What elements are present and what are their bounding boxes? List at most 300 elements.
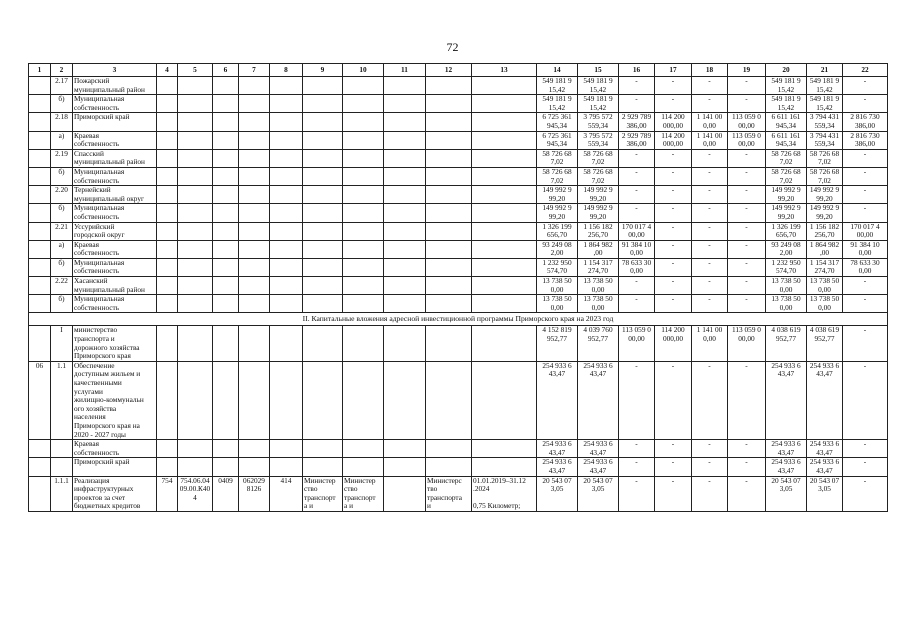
table-row (29, 476, 888, 511)
cell-col-2: а) (51, 240, 73, 258)
column-header-15: 15 (578, 64, 619, 77)
cell-col-10 (343, 222, 384, 240)
cell-col-18: - (692, 77, 728, 95)
cell-col-11 (384, 222, 426, 240)
cell-col-16: - (619, 186, 655, 204)
column-header-4: 4 (157, 64, 178, 77)
cell-col-8 (270, 186, 303, 204)
cell-col-21: 1 154 317 274,70 (807, 258, 843, 276)
cell-col-9 (303, 440, 343, 458)
cell-col-20: 1 232 950 574,70 (766, 258, 807, 276)
cell-col-5 (178, 113, 213, 131)
cell-col-1 (29, 240, 51, 258)
cell-col-5 (178, 222, 213, 240)
cell-col-5 (178, 277, 213, 295)
cell-col-10 (343, 186, 384, 204)
cell-col-12 (426, 361, 472, 439)
cell-col-2: I (51, 326, 73, 361)
cell-col-16: 170 017 4 00,00 (619, 222, 655, 240)
cell-col-1 (29, 95, 51, 113)
cell-col-3: Тернейский муниципальный округ (73, 186, 157, 204)
cell-col-19: - (728, 258, 766, 276)
cell-col-17: 114 200 000,00 (655, 326, 692, 361)
cell-col-4 (157, 258, 178, 276)
cell-col-13 (472, 326, 537, 361)
column-header-11: 11 (384, 64, 426, 77)
cell-col-15: 1 156 182 256,70 (578, 222, 619, 240)
cell-col-10 (343, 77, 384, 95)
cell-col-22: 91 384 10 0,00 (843, 240, 888, 258)
cell-col-19: - (728, 295, 766, 313)
cell-col-6 (213, 113, 239, 131)
cell-col-10 (343, 361, 384, 439)
cell-col-13 (472, 204, 537, 222)
cell-col-1 (29, 258, 51, 276)
cell-col-2: б) (51, 95, 73, 113)
cell-col-14: 13 738 50 0,00 (537, 295, 578, 313)
cell-col-15: 13 738 50 0,00 (578, 295, 619, 313)
cell-col-11 (384, 258, 426, 276)
cell-col-2 (51, 458, 73, 476)
cell-col-17: - (655, 440, 692, 458)
column-header-16: 16 (619, 64, 655, 77)
cell-col-7: 062029 8126 (239, 476, 270, 511)
cell-col-8 (270, 240, 303, 258)
cell-col-8 (270, 277, 303, 295)
cell-col-9 (303, 326, 343, 361)
cell-col-22: - (843, 326, 888, 361)
cell-col-13 (472, 258, 537, 276)
cell-col-11 (384, 458, 426, 476)
cell-col-17: - (655, 258, 692, 276)
cell-col-21: 3 794 431 559,34 (807, 113, 843, 131)
cell-col-6 (213, 240, 239, 258)
cell-col-18: - (692, 440, 728, 458)
cell-col-7 (239, 361, 270, 439)
cell-col-1 (29, 204, 51, 222)
cell-col-3: Приморский край (73, 458, 157, 476)
cell-col-8 (270, 77, 303, 95)
cell-col-16: - (619, 295, 655, 313)
cell-col-18: - (692, 149, 728, 167)
cell-col-3: Муниципальная собственность (73, 167, 157, 185)
cell-col-11 (384, 131, 426, 149)
table-row (29, 326, 888, 361)
cell-col-12 (426, 95, 472, 113)
cell-col-22: - (843, 277, 888, 295)
cell-col-6 (213, 167, 239, 185)
cell-col-19: 113 059 0 00,00 (728, 113, 766, 131)
cell-col-3: Приморский край (73, 113, 157, 131)
cell-col-22: - (843, 204, 888, 222)
cell-col-20: 254 933 6 43,47 (766, 361, 807, 439)
cell-col-2 (51, 440, 73, 458)
cell-col-15: 549 181 9 15,42 (578, 77, 619, 95)
cell-col-9 (303, 240, 343, 258)
cell-col-11 (384, 326, 426, 361)
cell-col-14: 149 992 9 99,20 (537, 186, 578, 204)
cell-col-17: - (655, 222, 692, 240)
cell-col-15: 58 726 68 7,02 (578, 149, 619, 167)
cell-col-22: - (843, 295, 888, 313)
cell-col-11 (384, 277, 426, 295)
cell-col-3: Уссурийский городской округ (73, 222, 157, 240)
cell-col-15: 1 154 317 274,70 (578, 258, 619, 276)
cell-col-16: - (619, 95, 655, 113)
cell-col-14: 6 725 361 945,34 (537, 113, 578, 131)
cell-col-4 (157, 95, 178, 113)
cell-col-14: 1 232 950 574,70 (537, 258, 578, 276)
cell-col-11 (384, 167, 426, 185)
cell-col-2: б) (51, 295, 73, 313)
cell-col-9 (303, 295, 343, 313)
cell-col-3: Муниципальная собственность (73, 204, 157, 222)
cell-col-11 (384, 186, 426, 204)
cell-col-7 (239, 131, 270, 149)
column-header-22: 22 (843, 64, 888, 77)
cell-col-7 (239, 95, 270, 113)
table-row (29, 222, 888, 240)
cell-col-9 (303, 458, 343, 476)
cell-col-8 (270, 361, 303, 439)
cell-col-18: - (692, 95, 728, 113)
cell-col-8 (270, 295, 303, 313)
cell-col-8 (270, 458, 303, 476)
column-header-19: 19 (728, 64, 766, 77)
cell-col-21: 4 038 619 952,77 (807, 326, 843, 361)
cell-col-7 (239, 295, 270, 313)
cell-col-15: 254 933 6 43,47 (578, 361, 619, 439)
cell-col-1 (29, 113, 51, 131)
cell-col-13 (472, 131, 537, 149)
cell-col-10 (343, 113, 384, 131)
cell-col-7 (239, 149, 270, 167)
table-row (29, 277, 888, 295)
cell-col-7 (239, 258, 270, 276)
cell-col-12 (426, 131, 472, 149)
cell-col-17: - (655, 295, 692, 313)
cell-col-7 (239, 77, 270, 95)
cell-col-2: б) (51, 167, 73, 185)
cell-col-14: 6 725 361 945,34 (537, 131, 578, 149)
cell-col-20: 58 726 68 7,02 (766, 167, 807, 185)
cell-col-13 (472, 458, 537, 476)
cell-col-20: 254 933 6 43,47 (766, 440, 807, 458)
cell-col-9 (303, 258, 343, 276)
cell-col-12: Министерс тво транспорта и (426, 476, 472, 511)
cell-col-6 (213, 186, 239, 204)
cell-col-14: 58 726 68 7,02 (537, 149, 578, 167)
cell-col-3: Краевая собственность (73, 131, 157, 149)
cell-col-20: 149 992 9 99,20 (766, 186, 807, 204)
cell-col-9 (303, 186, 343, 204)
column-header-5: 5 (178, 64, 213, 77)
table-row (29, 295, 888, 313)
cell-col-3: Муниципальная собственность (73, 95, 157, 113)
cell-col-20: 20 543 07 3,05 (766, 476, 807, 511)
cell-col-13 (472, 295, 537, 313)
cell-col-13 (472, 361, 537, 439)
cell-col-11 (384, 361, 426, 439)
cell-col-17: - (655, 458, 692, 476)
cell-col-5 (178, 77, 213, 95)
cell-col-3: Хасанский муниципальный район (73, 277, 157, 295)
cell-col-16: - (619, 476, 655, 511)
cell-col-14: 58 726 68 7,02 (537, 167, 578, 185)
cell-col-19: - (728, 95, 766, 113)
table-row (29, 113, 888, 131)
cell-col-5 (178, 149, 213, 167)
cell-col-14: 13 738 50 0,00 (537, 277, 578, 295)
cell-col-10 (343, 131, 384, 149)
column-header-2: 2 (51, 64, 73, 77)
cell-col-9 (303, 167, 343, 185)
cell-col-16: - (619, 167, 655, 185)
cell-col-11 (384, 240, 426, 258)
cell-col-3: Краевая собственность (73, 440, 157, 458)
cell-col-22: - (843, 476, 888, 511)
cell-col-19: - (728, 240, 766, 258)
cell-col-1 (29, 149, 51, 167)
cell-col-1 (29, 295, 51, 313)
cell-col-22: - (843, 458, 888, 476)
cell-col-18: - (692, 476, 728, 511)
cell-col-5 (178, 295, 213, 313)
cell-col-2: 2.19 (51, 149, 73, 167)
cell-col-3: Муниципальная собственность (73, 258, 157, 276)
column-header-18: 18 (692, 64, 728, 77)
cell-col-7 (239, 458, 270, 476)
cell-col-15: 254 933 6 43,47 (578, 440, 619, 458)
cell-col-22: - (843, 186, 888, 204)
cell-col-12 (426, 295, 472, 313)
table-row (29, 204, 888, 222)
cell-col-10 (343, 240, 384, 258)
cell-col-22: 2 816 730 386,00 (843, 131, 888, 149)
cell-col-2: 2.18 (51, 113, 73, 131)
cell-col-12 (426, 326, 472, 361)
cell-col-8 (270, 326, 303, 361)
cell-col-9 (303, 95, 343, 113)
cell-col-10 (343, 440, 384, 458)
cell-col-22: 78 633 30 0,00 (843, 258, 888, 276)
cell-col-21: 149 992 9 99,20 (807, 186, 843, 204)
cell-col-4 (157, 204, 178, 222)
cell-col-13: 01.01.2019–31.12 .2024 0,75 Километр; (472, 476, 537, 511)
cell-col-12 (426, 186, 472, 204)
cell-col-4 (157, 131, 178, 149)
cell-col-15: 13 738 50 0,00 (578, 277, 619, 295)
cell-col-6 (213, 326, 239, 361)
cell-col-21: 549 181 9 15,42 (807, 95, 843, 113)
cell-col-18: - (692, 277, 728, 295)
cell-col-11 (384, 113, 426, 131)
cell-col-12 (426, 149, 472, 167)
cell-col-1 (29, 167, 51, 185)
cell-col-19: - (728, 476, 766, 511)
cell-col-10: Министер ство транспорт а и (343, 476, 384, 511)
cell-col-19: - (728, 149, 766, 167)
cell-col-21: 3 794 431 559,34 (807, 131, 843, 149)
cell-col-22: - (843, 77, 888, 95)
cell-col-12 (426, 113, 472, 131)
cell-col-7 (239, 167, 270, 185)
cell-col-12 (426, 277, 472, 295)
cell-col-2: 1.1 (51, 361, 73, 439)
cell-col-11 (384, 149, 426, 167)
cell-col-18: 1 141 00 0,00 (692, 131, 728, 149)
cell-col-15: 3 795 572 559,34 (578, 131, 619, 149)
cell-col-14: 20 543 07 3,05 (537, 476, 578, 511)
table-header-row (29, 64, 888, 77)
cell-col-20: 13 738 50 0,00 (766, 277, 807, 295)
cell-col-19: - (728, 186, 766, 204)
column-header-20: 20 (766, 64, 807, 77)
cell-col-19: - (728, 277, 766, 295)
cell-col-21: 58 726 68 7,02 (807, 167, 843, 185)
cell-col-14: 549 181 9 15,42 (537, 77, 578, 95)
cell-col-7 (239, 277, 270, 295)
cell-col-16: 78 633 30 0,00 (619, 258, 655, 276)
cell-col-12 (426, 204, 472, 222)
cell-col-9: Министер ство транспорт а и (303, 476, 343, 511)
cell-col-5: 754.06.04 09.00.К40 4 (178, 476, 213, 511)
cell-col-10 (343, 458, 384, 476)
cell-col-16: 113 059 0 00,00 (619, 326, 655, 361)
cell-col-3: Пожарский муниципальный район (73, 77, 157, 95)
cell-col-10 (343, 167, 384, 185)
cell-col-5 (178, 186, 213, 204)
cell-col-8 (270, 258, 303, 276)
cell-col-9 (303, 277, 343, 295)
cell-col-14: 254 933 6 43,47 (537, 440, 578, 458)
cell-col-11 (384, 476, 426, 511)
cell-col-5 (178, 167, 213, 185)
cell-col-20: 549 181 9 15,42 (766, 95, 807, 113)
cell-col-9 (303, 131, 343, 149)
cell-col-8 (270, 204, 303, 222)
cell-col-18: - (692, 240, 728, 258)
cell-col-9 (303, 77, 343, 95)
cell-col-17: - (655, 95, 692, 113)
cell-col-20: 13 738 50 0,00 (766, 295, 807, 313)
cell-col-4 (157, 186, 178, 204)
cell-col-8 (270, 440, 303, 458)
cell-col-1 (29, 326, 51, 361)
cell-col-17: - (655, 476, 692, 511)
cell-col-5 (178, 95, 213, 113)
cell-col-13 (472, 440, 537, 458)
cell-col-7 (239, 240, 270, 258)
cell-col-18: - (692, 186, 728, 204)
cell-col-20: 549 181 9 15,42 (766, 77, 807, 95)
cell-col-16: - (619, 149, 655, 167)
section-heading-row (29, 313, 888, 326)
cell-col-1 (29, 131, 51, 149)
cell-col-10 (343, 204, 384, 222)
cell-col-10 (343, 295, 384, 313)
cell-col-16: - (619, 361, 655, 439)
cell-col-15: 58 726 68 7,02 (578, 167, 619, 185)
cell-col-17: - (655, 149, 692, 167)
cell-col-17: - (655, 240, 692, 258)
cell-col-4 (157, 326, 178, 361)
cell-col-8: 414 (270, 476, 303, 511)
cell-col-19: 113 059 0 00,00 (728, 131, 766, 149)
cell-col-19: - (728, 458, 766, 476)
table-row (29, 149, 888, 167)
cell-col-7 (239, 326, 270, 361)
cell-col-21: 149 992 9 99,20 (807, 204, 843, 222)
cell-col-4 (157, 277, 178, 295)
cell-col-12 (426, 440, 472, 458)
cell-col-2: 2.20 (51, 186, 73, 204)
cell-col-21: 1 156 182 256,70 (807, 222, 843, 240)
cell-col-20: 149 992 9 99,20 (766, 204, 807, 222)
cell-col-3: Муниципальная собственность (73, 295, 157, 313)
cell-col-11 (384, 204, 426, 222)
column-header-14: 14 (537, 64, 578, 77)
cell-col-15: 149 992 9 99,20 (578, 204, 619, 222)
cell-col-16: 91 384 10 0,00 (619, 240, 655, 258)
cell-col-12 (426, 258, 472, 276)
column-header-21: 21 (807, 64, 843, 77)
cell-col-10 (343, 95, 384, 113)
cell-col-8 (270, 149, 303, 167)
cell-col-1: 06 (29, 361, 51, 439)
cell-col-4 (157, 149, 178, 167)
cell-col-21: 254 933 6 43,47 (807, 458, 843, 476)
cell-col-8 (270, 113, 303, 131)
cell-col-19: - (728, 77, 766, 95)
cell-col-17: 114 200 000,00 (655, 113, 692, 131)
cell-col-5 (178, 240, 213, 258)
cell-col-13 (472, 186, 537, 204)
cell-col-17: - (655, 277, 692, 295)
cell-col-19: - (728, 167, 766, 185)
cell-col-11 (384, 295, 426, 313)
cell-col-1 (29, 440, 51, 458)
cell-col-12 (426, 222, 472, 240)
cell-col-10 (343, 149, 384, 167)
cell-col-18: - (692, 295, 728, 313)
cell-col-18: - (692, 167, 728, 185)
cell-col-14: 149 992 9 99,20 (537, 204, 578, 222)
cell-col-15: 20 543 07 3,05 (578, 476, 619, 511)
cell-col-13 (472, 95, 537, 113)
cell-col-21: 254 933 6 43,47 (807, 361, 843, 439)
cell-col-13 (472, 113, 537, 131)
cell-col-6 (213, 77, 239, 95)
cell-col-6 (213, 361, 239, 439)
cell-col-18: 1 141 00 0,00 (692, 326, 728, 361)
cell-col-3: министерство транспорта и дорожного хозяйства Приморского края (73, 326, 157, 361)
cell-col-4 (157, 440, 178, 458)
cell-col-13 (472, 240, 537, 258)
cell-col-5 (178, 131, 213, 149)
cell-col-22: - (843, 440, 888, 458)
cell-col-6 (213, 277, 239, 295)
column-header-10: 10 (343, 64, 384, 77)
cell-col-5 (178, 440, 213, 458)
cell-col-3: Спасский муниципальный район (73, 149, 157, 167)
cell-col-2: б) (51, 204, 73, 222)
cell-col-5 (178, 458, 213, 476)
cell-col-9 (303, 149, 343, 167)
table-row (29, 440, 888, 458)
cell-col-1 (29, 476, 51, 511)
cell-col-19: - (728, 222, 766, 240)
